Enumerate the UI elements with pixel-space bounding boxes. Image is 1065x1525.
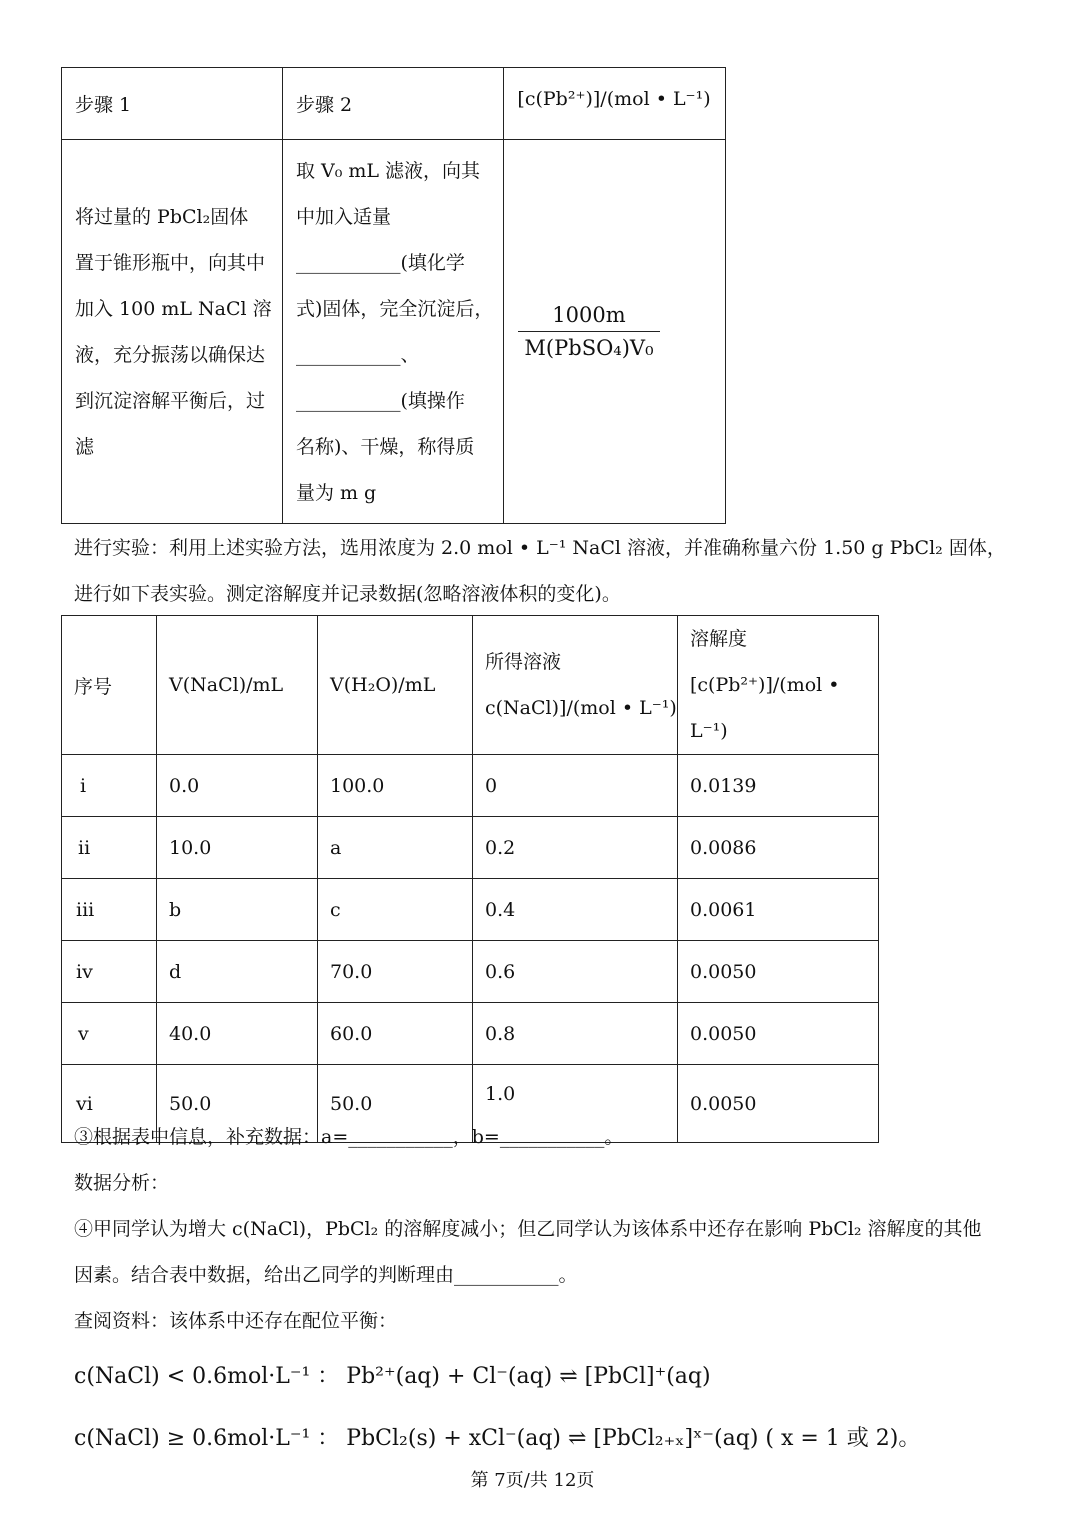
header-cnacl-line1: 所得溶液 [485,651,562,673]
header-vh2o: V(H₂O)/mL [318,616,473,755]
formula-denominator: M(PbSO₄)V₀ [524,336,654,360]
cell-solubility: 0.0050 [678,941,879,1003]
step1-line: 液，充分振荡以确保达 [75,344,266,366]
step2-line: 名称)、干燥，称得质 [295,436,475,458]
table-row [62,879,879,941]
intro-line-2: 进行如下表实验。测定溶解度并记录数据(忽略溶液体积的变化)。 [74,583,621,605]
formula-numerator: 1000m [518,303,659,332]
equilibrium-equation-2: c(NaCl) ≥ 0.6mol·L⁻¹ ： PbCl₂(s) + xCl⁻(aq) ⇌ [PbCl₂₊ₓ]ˣ⁻(aq) ( x = 1 或 2)。 [74,1426,921,1451]
step1-cell [62,140,283,524]
cell-cnacl: 0.6 [473,941,678,1003]
step2-line: 式)固体，完全沉淀后， [295,298,494,320]
formula-cell [504,140,726,524]
step2-cell [282,140,503,524]
step1-line: 加入 100 mL NaCl 溶 [75,298,272,320]
question-3: ③根据表中信息，补充数据：a=___________，b=___________。 [74,1126,624,1148]
step1-line: 将过量的 PbCl₂固体 [75,206,249,228]
cell-cnacl: 0.8 [473,1003,678,1065]
header-solubility-line1: 溶解度 [690,628,748,650]
step1-line: 滤 [75,436,95,458]
cell-vh2o: c [318,879,473,941]
cell-cnacl: 0.4 [473,879,678,941]
equilibrium-equation-1: c(NaCl) < 0.6mol·L⁻¹ ： Pb²⁺(aq) + Cl⁻(aq) ⇌ [PbCl]⁺(aq) [74,1364,711,1389]
cell-no: v [62,1003,157,1065]
cell-solubility: 0.0086 [678,817,879,879]
page-footer: 第 7页/共 12页 [470,1470,595,1491]
step2-line: 中加入适量 [295,206,391,228]
question-4-line-1: ④甲同学认为增大 c(NaCl)，PbCl₂ 的溶解度减小；但乙同学认为该体系中还存在影响 PbCl₂ 溶解度的其他 [74,1218,982,1240]
cell-vh2o: 50.0 [318,1065,473,1143]
step2-line: ___________(填操作 [295,390,465,412]
step2-line: ___________、 [295,344,420,366]
cell-vh2o: 60.0 [318,1003,473,1065]
cell-solubility: 0.0050 [678,1003,879,1065]
cell-no: vi [62,1065,157,1143]
table-row [62,1003,879,1065]
table-row [62,817,879,879]
step2-line: ___________(填化学 [295,252,465,274]
cell-no: i [62,755,157,817]
cell-cnacl: 0 [473,755,678,817]
step1-line: 置于锥形瓶中，向其中 [75,252,266,274]
cell-vh2o: 100.0 [318,755,473,817]
cell-vnacl: 0.0 [157,755,318,817]
step2-line: 量为 m g [295,482,377,504]
procedure-table [61,67,726,524]
lookup-heading: 查阅资料：该体系中还存在配位平衡： [74,1310,398,1332]
cell-vh2o: 70.0 [318,941,473,1003]
cell-vnacl: 50.0 [157,1065,318,1143]
experiment-table [61,615,879,1143]
header-cnacl-line2: c(NaCl)]/(mol • L⁻¹) [485,697,677,719]
cell-vnacl: b [157,879,318,941]
table-row [62,755,879,817]
header-solubility-line2: [c(Pb²⁺)]/(mol • L⁻¹) [690,674,840,742]
question-4-line-2: 因素。结合表中数据，给出乙同学的判断理由___________。 [74,1264,578,1286]
step2-line: 取 V₀ mL 滤液，向其 [295,160,481,182]
cell-no: iv [62,941,157,1003]
cell-vnacl: 40.0 [157,1003,318,1065]
cell-cnacl: 1.0 [473,1065,678,1143]
step1-line: 到沉淀溶解平衡后，过 [75,390,266,412]
data-analysis-heading: 数据分析： [74,1172,170,1194]
intro-line-1: 进行实验：利用上述实验方法，选用浓度为 2.0 mol • L⁻¹ NaCl 溶液，并准确称量六份 1.50 g PbCl₂ 固体， [74,537,1006,559]
table-row [62,941,879,1003]
header-solubility [678,616,879,755]
cell-vh2o: a [318,817,473,879]
header-step2: 步骤 2 [282,68,503,140]
cell-no: ii [62,817,157,879]
cell-solubility: 0.0139 [678,755,879,817]
cell-solubility: 0.0061 [678,879,879,941]
header-cnacl [473,616,678,755]
cell-vnacl: d [157,941,318,1003]
header-conc: [c(Pb²⁺)]/(mol • L⁻¹) [504,68,726,140]
header-vnacl: V(NaCl)/mL [157,616,318,755]
cell-vnacl: 10.0 [157,817,318,879]
cell-no: iii [62,879,157,941]
concentration-formula [518,303,659,360]
cell-cnacl: 0.2 [473,817,678,879]
header-no: 序号 [62,616,157,755]
cell-solubility: 0.0050 [678,1065,879,1143]
header-step1: 步骤 1 [62,68,283,140]
